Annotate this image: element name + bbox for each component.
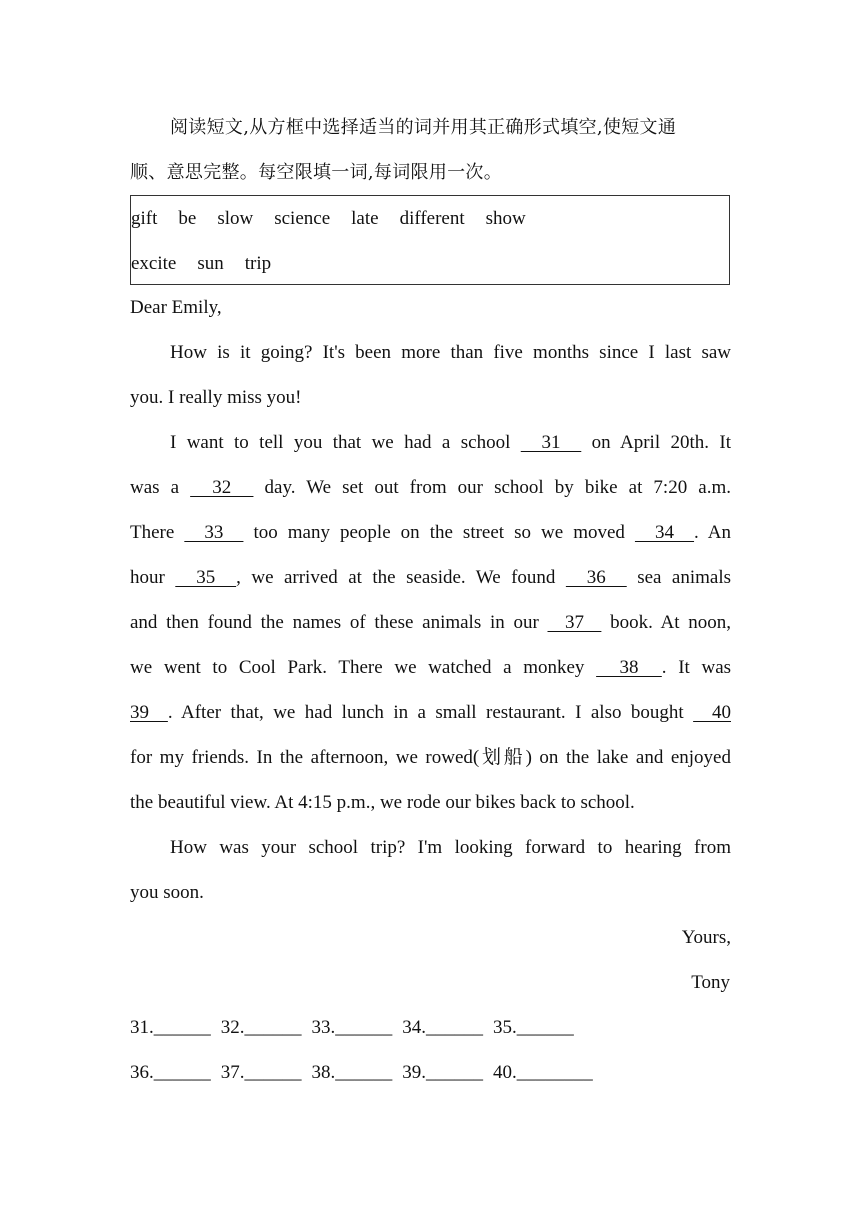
blank-32: 32 [190,477,254,498]
blank-31: 31 [520,432,582,453]
paragraph-2-line [130,465,731,510]
word-option: excite [131,253,177,274]
paragraph-2-line [130,645,731,690]
blank-36: 36 [565,567,627,588]
text-segment: I want to tell you that we had a school [170,432,521,453]
text-segment: . After that, we had lunch in a small restaurant. I also bought [167,702,694,723]
text-segment: . An [694,522,731,543]
text-segment: and then found the names of these animals in our [130,612,548,633]
text-segment: on April 20th. It [581,432,731,453]
text-segment: day. We set out from our school by bike at 7:20 a.m. [253,477,731,498]
answer-slot[interactable]: 36.______ [130,1062,211,1083]
paragraph-2-line [130,690,731,735]
paragraph-2-line [130,420,731,465]
text-segment: we went to Cool Park. There we watched a monkey [130,657,597,678]
letter-greeting: Dear Emily, [130,297,222,318]
paragraph-3-line-1: How was your school trip? I'm looking forward to hearing from [170,837,731,858]
answer-slot[interactable]: 34.______ [402,1017,483,1038]
word-option: trip [244,253,272,274]
answer-slot[interactable]: 31.______ [130,1017,211,1038]
letter-closing: Yours, [681,927,731,948]
paragraph-2-line [130,600,731,645]
instruction-line-1: 阅读短文,从方框中选择适当的词并用其正确形式填空,使短文通 [170,117,677,138]
text-segment: too many people on the street so we moved [243,522,635,543]
instruction-line-2: 顺、意思完整。每空限填一词,每词限用一次。 [130,162,503,183]
answer-row-2 [130,1050,731,1095]
paragraph-3-line-2: you soon. [130,882,204,903]
text-segment: sea animals [626,567,732,588]
answer-slot[interactable]: 33.______ [311,1017,393,1038]
text-segment: . It was [661,657,732,678]
paragraph-1-line-2: you. I really miss you! [130,387,302,408]
paragraph-1-line-1: How is it going? It's been more than five months since I last saw [170,342,731,363]
word-option: sun [197,253,224,274]
answer-slot[interactable]: 37.______ [220,1062,302,1083]
blank-33: 33 [184,522,244,543]
word-option: be [178,208,197,229]
paragraph-2-line: for my friends. In the afternoon, we rowed(划船) on the lake and enjoyed [130,747,731,768]
blank-40: 40 [693,702,731,723]
word-box-row-2 [131,241,729,286]
answer-slot[interactable]: 38.______ [311,1062,393,1083]
word-option: science [274,208,331,229]
text-segment: hour [130,567,176,588]
word-box-row-1 [131,196,729,241]
blank-37: 37 [547,612,602,633]
blank-38: 38 [596,657,662,678]
answer-slot[interactable]: 39.______ [402,1062,483,1083]
text-segment: There [130,522,185,543]
paragraph-2-line [130,510,731,555]
word-option: show [485,208,526,229]
answer-slot[interactable]: 32.______ [220,1017,302,1038]
text-segment: was a [130,477,191,498]
worksheet [130,105,731,1095]
word-option: slow [217,208,254,229]
blank-39: 39 [130,702,168,723]
answer-row-1 [130,1005,731,1050]
answer-slot[interactable]: 40.________ [493,1062,593,1083]
text-segment: book. At noon, [601,612,732,633]
word-box [130,195,730,285]
letter-signature: Tony [691,972,730,993]
word-option: late [351,208,379,229]
word-option: different [399,208,465,229]
text-segment: , we arrived at the seaside. We found [236,567,566,588]
blank-34: 34 [634,522,695,543]
paragraph-2-line [130,555,731,600]
paragraph-2-line: the beautiful view. At 4:15 p.m., we rode our bikes back to school. [130,792,635,813]
word-option: gift [131,208,158,229]
answer-slot[interactable]: 35.______ [493,1017,574,1038]
blank-35: 35 [175,567,237,588]
